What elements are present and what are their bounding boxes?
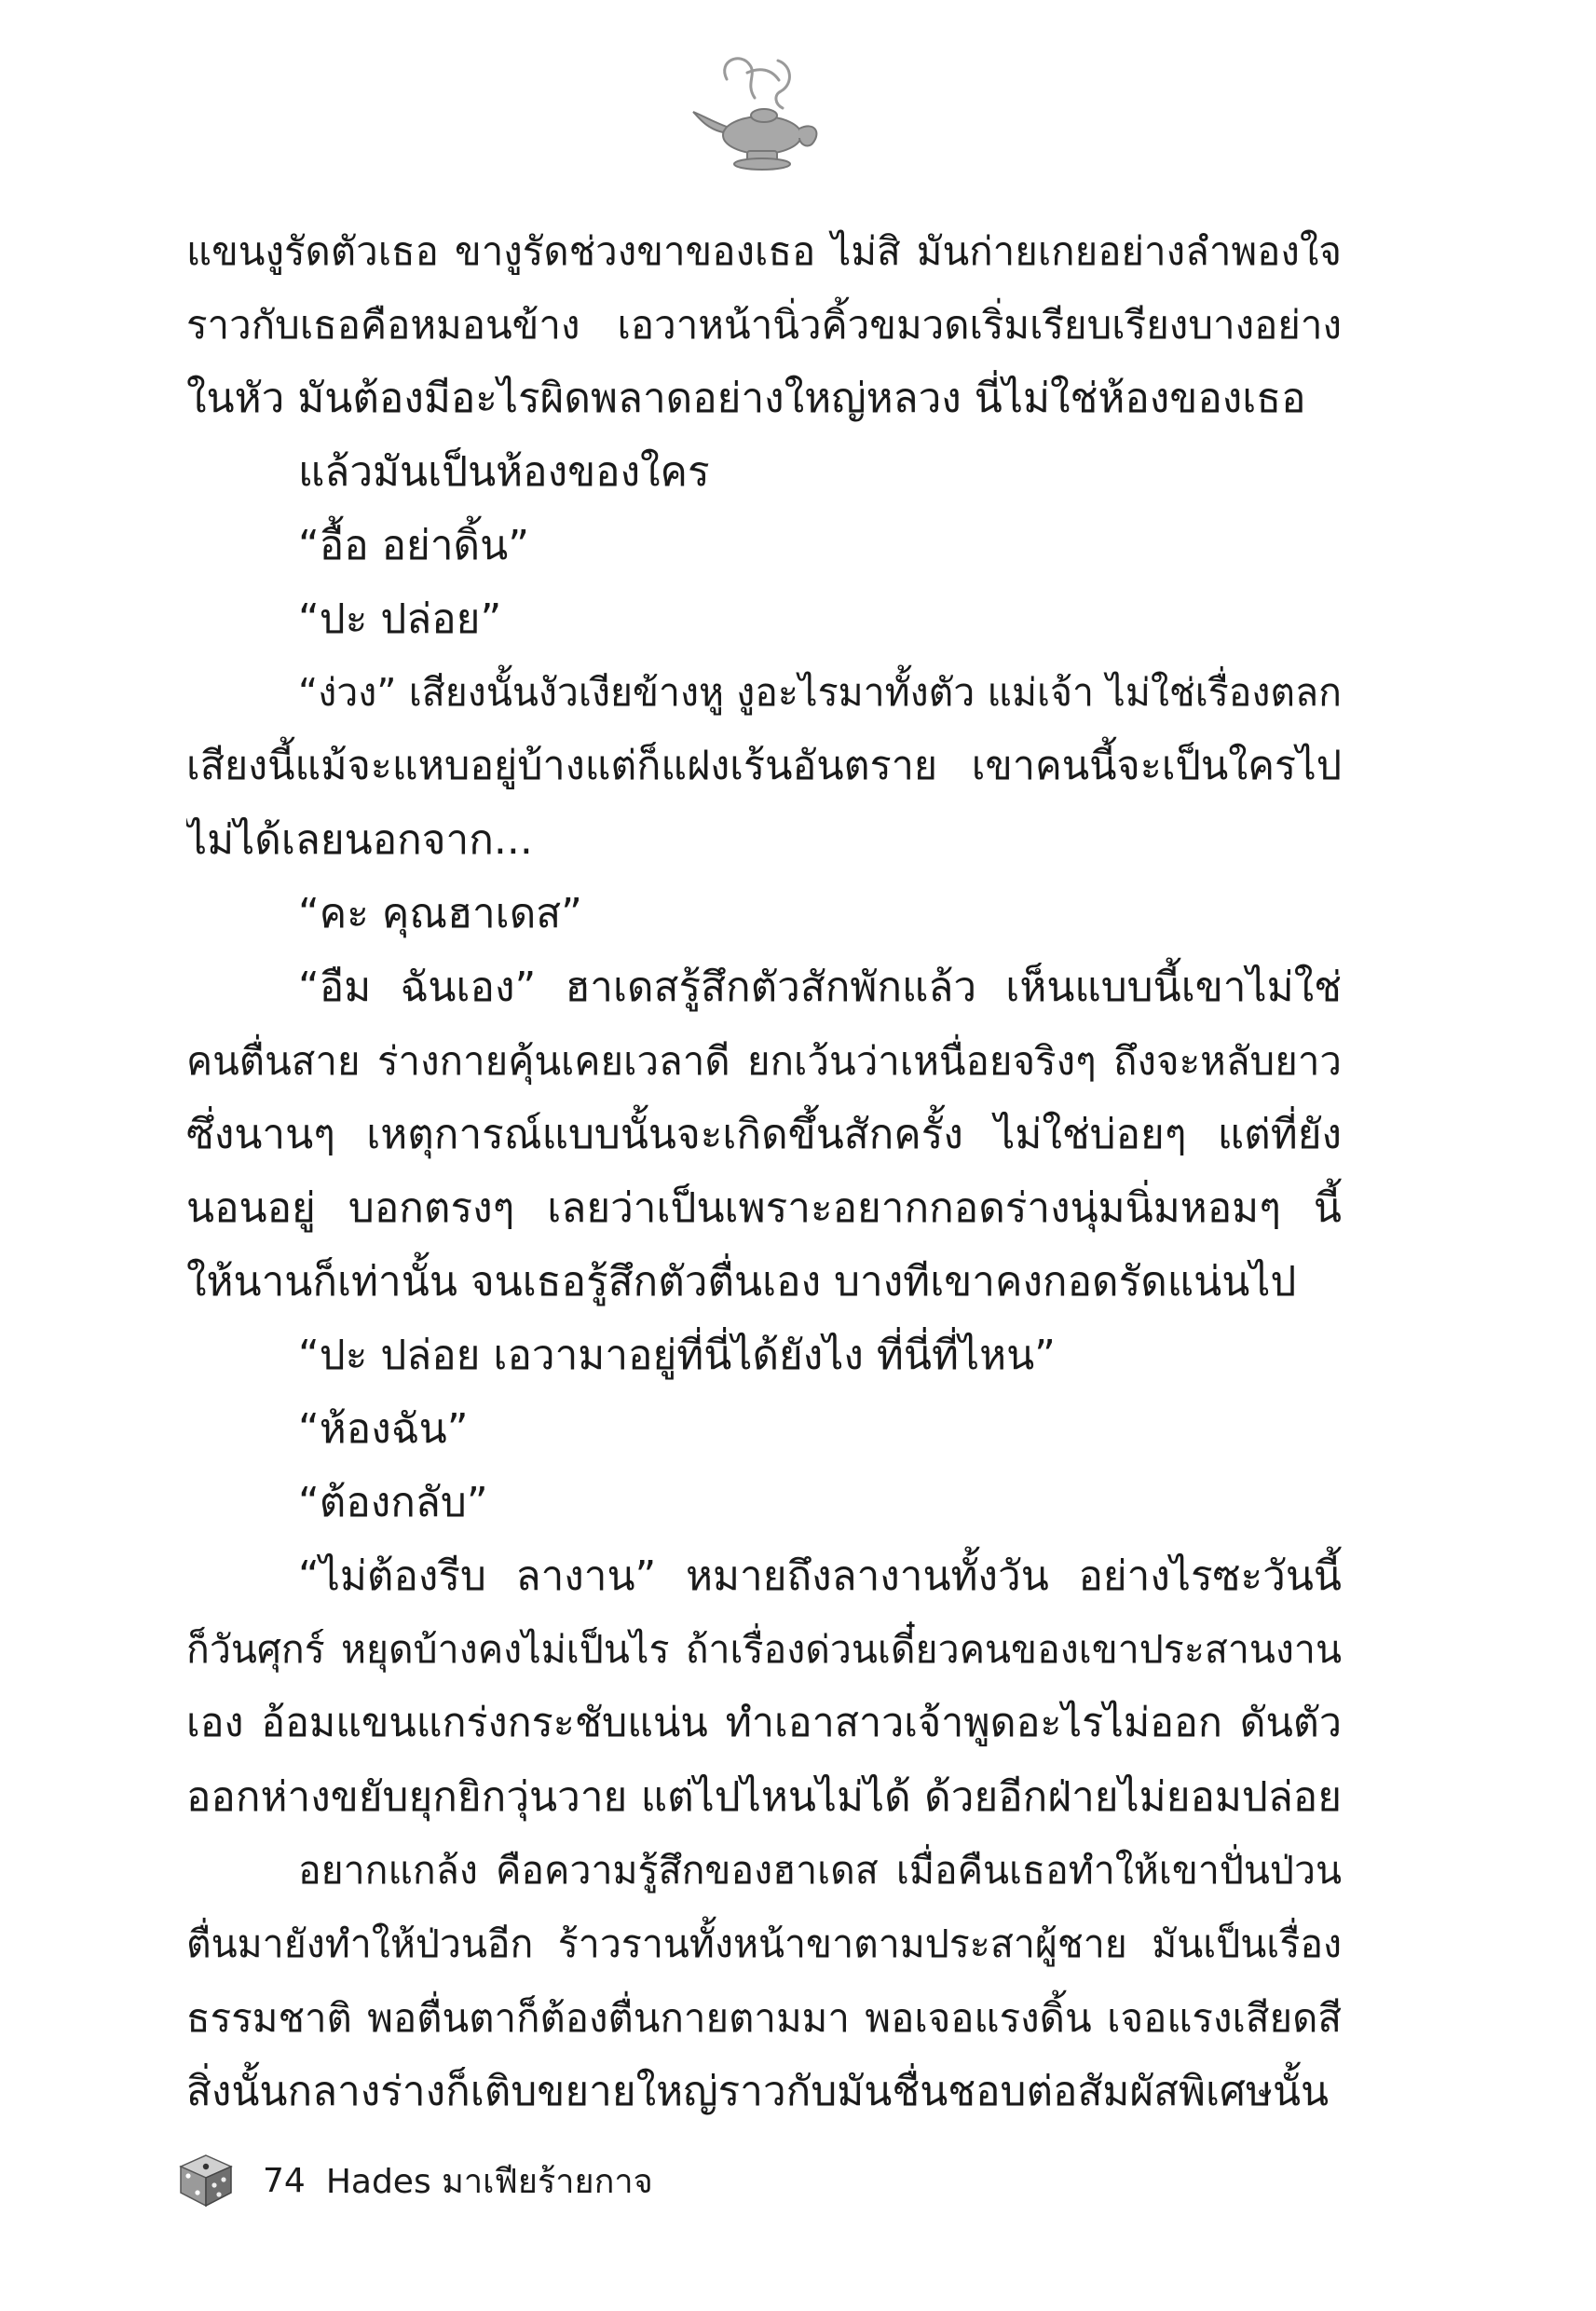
genie-lamp-icon — [689, 47, 829, 177]
text-line: สิ่งนั้นกลางร่างก็เติบขยายใหญ่ราวกับมันชื่นชอบต่อสัมผัสพิเศษนั้น — [186, 2068, 1330, 2115]
text-line: อยากแกล้ง คือความรู้สึกของฮาเดส เมื่อคืนเธอทำให้เขาปั่นป่วน — [298, 1848, 1342, 1893]
text-line: คนตื่นสาย ร่างกายคุ้นเคยเวลาดี ยกเว้นว่าเหนื่อยจริงๆ ถึงจะหลับยาว — [186, 1038, 1342, 1084]
page-number: 74 — [263, 2161, 306, 2200]
text-line: “คะ คุณฮาเดส” — [298, 890, 582, 937]
text-line: ธรรมชาติ พอตื่นตาก็ต้องตื่นกายตามมา พอเจอแรงดิ้น เจอแรงเสียดสี — [186, 1995, 1342, 2041]
text-line: “ง่วง” เสียงนั้นงัวเงียข้างหู งูอะไรมาทั้งตัว แม่เจ้า ไม่ใช่เรื่องตลก — [298, 670, 1342, 715]
text-line: “ห้องฉัน” — [298, 1405, 469, 1453]
dice-icon — [177, 2152, 235, 2209]
text-line: “ต้องกลับ” — [298, 1479, 488, 1526]
text-line: ตื่นมายังทำให้ป่วนอีก ร้าวรานทั้งหน้าขาตามประสาผู้ชาย มันเป็นเรื่อง — [186, 1921, 1342, 1966]
body-text — [186, 214, 1342, 2128]
page-footer — [177, 2143, 653, 2218]
text-line: ในหัว มันต้องมีอะไรผิดพลาดอย่างใหญ่หลวง นี่ไม่ใช่ห้องของเธอ — [186, 375, 1306, 422]
text-line: ไม่ได้เลยนอกจาก... — [186, 816, 533, 864]
text-line: “ปะ ปล่อย” — [298, 595, 502, 643]
text-line: แขนงูรัดตัวเธอ ขางูรัดช่วงขาของเธอ ไม่สิ มันก่ายเกยอย่างลำพองใจ — [186, 228, 1342, 274]
text-line: “ไม่ต้องรีบ ลางาน” หมายถึงลางานทั้งวัน อย่างไรซะวันนี้ — [298, 1552, 1342, 1600]
text-line: “ปะ ปล่อย เอวามาอยู่ที่นี่ได้ยังไง ที่นี่ที่ไหน” — [298, 1332, 1056, 1379]
text-line: เอง อ้อมแขนแกร่งกระชับแน่น ทำเอาสาวเจ้าพูดอะไรไม่ออก ดันตัว — [186, 1700, 1342, 1746]
text-line: “อืม ฉันเอง” ฮาเดสรู้สึกตัวสักพักแล้ว เห็นแบบนี้เขาไม่ใช่ — [298, 964, 1342, 1011]
book-title: Hades มาเฟียร้ายกาจ — [325, 2162, 653, 2201]
text-line: นอนอยู่ บอกตรงๆ เลยว่าเป็นเพราะอยากกอดร่างนุ่มนิ่มหอมๆ นี้ — [186, 1184, 1342, 1232]
text-line: ก็วันศุกร์ หยุดบ้างคงไม่เป็นไร ถ้าเรื่องด่วนเดี๋ยวคนของเขาประสานงาน — [186, 1627, 1342, 1672]
text-line: ซึ่งนานๆ เหตุการณ์แบบนั้นจะเกิดขึ้นสักครั้ง ไม่ใช่บ่อยๆ แต่ที่ยัง — [186, 1111, 1342, 1158]
text-line: ให้นานก็เท่านั้น จนเธอรู้สึกตัวตื่นเอง บางทีเขาคงกอดรัดแน่นไป — [186, 1258, 1297, 1306]
text-line: เสียงนี้แม้จะแหบอยู่บ้างแต่ก็แฝงเร้นอันตราย เขาคนนี้จะเป็นใครไป — [186, 743, 1342, 789]
text-line: “อื้อ อย่าดิ้น” — [298, 522, 529, 569]
text-line: แล้วมันเป็นห้องของใคร — [298, 448, 710, 496]
text-line: ราวกับเธอคือหมอนข้าง เอวาหน้านิ่วคิ้วขมวดเริ่มเรียบเรียงบางอย่าง — [186, 302, 1342, 348]
text-line: ออกห่างขยับยุกยิกวุ่นวาย แต่ไปไหนไม่ได้ ด้วยอีกฝ่ายไม่ยอมปล่อย — [186, 1773, 1342, 1821]
